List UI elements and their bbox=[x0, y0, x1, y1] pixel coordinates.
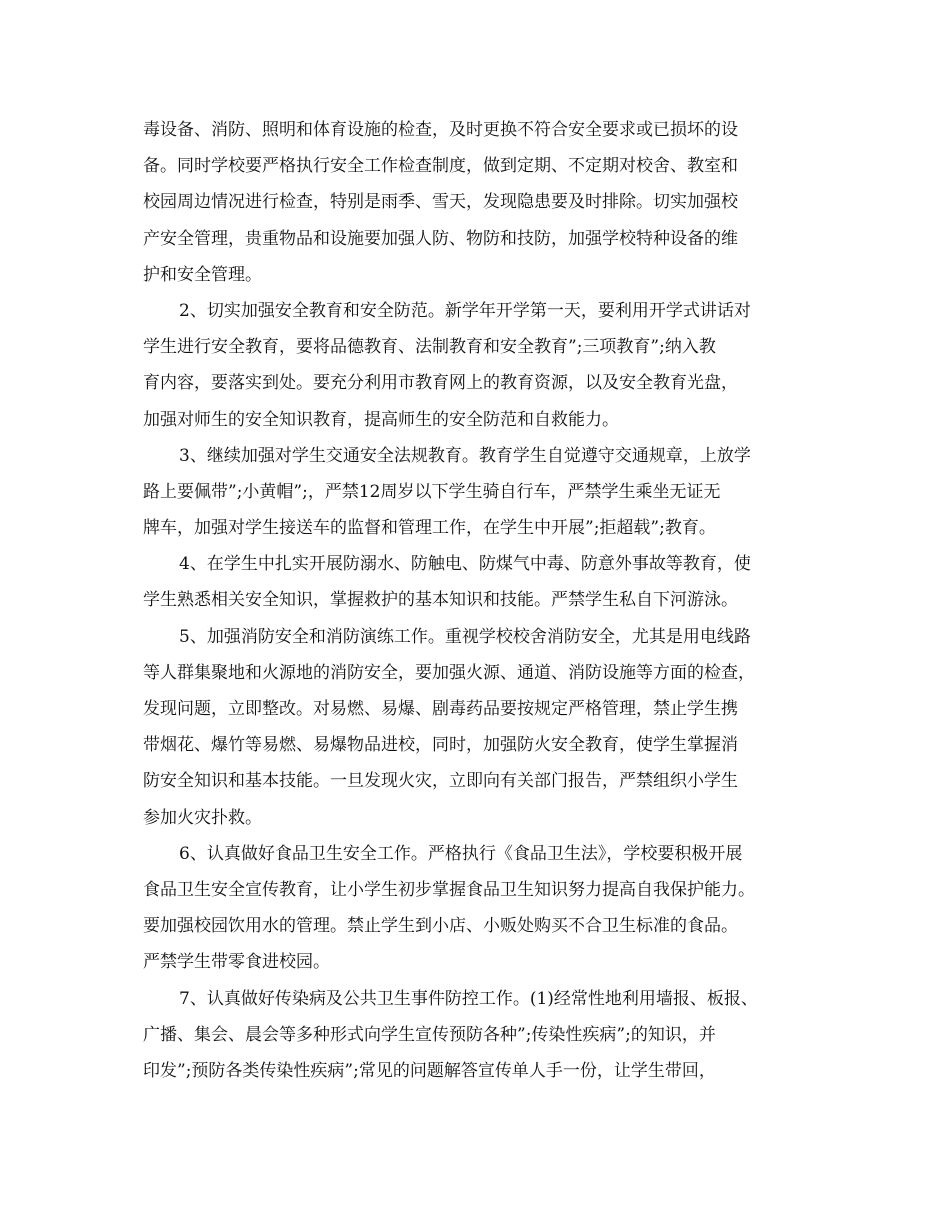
paragraph-first-line: 5、加强消防安全和消防演练工作。重视学校校舍消防安全，尤其是用电线路 bbox=[179, 626, 751, 647]
text-line: 印发”;预防各类传染性疾病”;常见的问题解答宣传单人手一份，让学生带回， bbox=[143, 1060, 716, 1081]
text-line: 牌车，加强对学生接送车的监督和管理工作，在学生中开展”;拒超载”;教育。 bbox=[143, 518, 716, 539]
text-line: 防安全知识和基本技能。一旦发现火灾，立即向有关部门报告，严禁组织小学生 bbox=[143, 771, 738, 792]
text-line: 参加火灾扑救。 bbox=[143, 807, 262, 828]
paragraph-first-line: 7、认真做好传染病及公共卫生事件防控工作。(1)经常性地利用墙报、板报、 bbox=[179, 988, 758, 1009]
text-line: 要加强校园饮用水的管理。禁止学生到小店、小贩处购买不合卫生标准的食品。 bbox=[143, 916, 738, 937]
text-line: 校园周边情况进行检查，特别是雨季、雪天，发现隐患要及时排除。切实加强校 bbox=[143, 192, 738, 213]
paragraph-first-line: 4、在学生中扎实开展防溺水、防触电、防煤气中毒、防意外事故等教育，使 bbox=[179, 554, 751, 575]
text-line: 等人群集聚地和火源地的消防安全，要加强火源、通道、消防设施等方面的检查， bbox=[143, 662, 755, 683]
text-line: 学生进行安全教育，要将品德教育、法制教育和安全教育”;三项教育”;纳入教 bbox=[143, 337, 716, 358]
paragraph-first-line: 3、继续加强对学生交通安全法规教育。教育学生自觉遵守交通规章，上放学 bbox=[179, 445, 751, 466]
text-line: 带烟花、爆竹等易燃、易爆物品进校，同时，加强防火安全教育，使学生掌握消 bbox=[143, 735, 738, 756]
paragraph-first-line: 2、切实加强安全教育和安全防范。新学年开学第一天，要利用开学式讲话对 bbox=[179, 300, 751, 321]
text-line: 食品卫生安全宣传教育，让小学生初步掌握食品卫生知识努力提高自我保护能力。 bbox=[143, 879, 755, 900]
text-line: 发现问题，立即整改。对易燃、易爆、剧毒药品要按规定严格管理，禁止学生携 bbox=[143, 699, 738, 719]
text-line: 护和安全管理。 bbox=[143, 264, 262, 285]
text-line: 备。同时学校要严格执行安全工作检查制度，做到定期、不定期对校舍、教室和 bbox=[143, 156, 738, 177]
text-line: 毒设备、消防、照明和体育设施的检查，及时更换不符合安全要求或已损坏的设 bbox=[143, 120, 738, 140]
text-line: 广播、集会、晨会等多种形式向学生宣传预防各种”;传染性疾病”;的知识，并 bbox=[143, 1024, 716, 1045]
text-line: 产安全管理，贵重物品和设施要加强人防、物防和技防，加强学校特种设备的维 bbox=[143, 228, 738, 249]
text-line: 学生熟悉相关安全知识，掌握救护的基本知识和技能。严禁学生私自下河游泳。 bbox=[143, 590, 738, 611]
text-line: 路上要佩带”;小黄帽”;，严禁12周岁以下学生骑自行车，严禁学生乘坐无证无 bbox=[143, 481, 721, 502]
paragraph-first-line: 6、认真做好食品卫生安全工作。严格执行《食品卫生法》，学校要积极开展 bbox=[179, 843, 743, 864]
text-line: 严禁学生带零食进校园。 bbox=[143, 952, 330, 973]
text-line: 育内容，要落实到处。要充分利用市教育网上的教育资源，以及安全教育光盘， bbox=[143, 373, 738, 394]
document-body bbox=[143, 112, 813, 1089]
text-line: 加强对师生的安全知识教育，提高师生的安全防范和自救能力。 bbox=[143, 409, 619, 430]
